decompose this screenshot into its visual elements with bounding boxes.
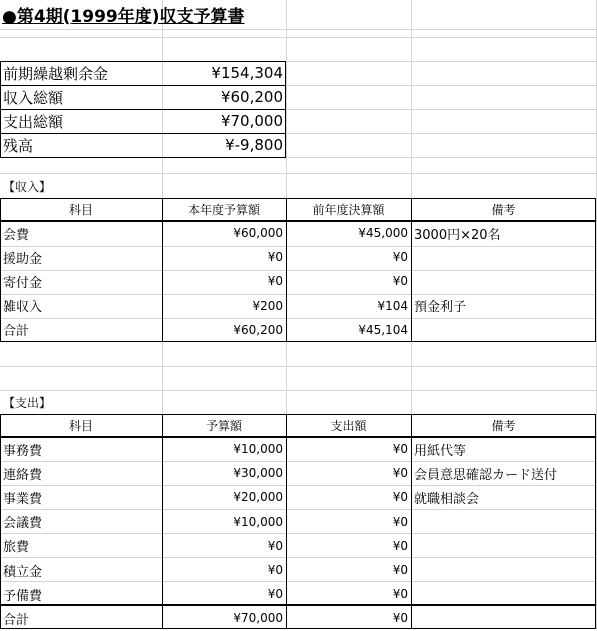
summary-label: 残高 — [3, 136, 34, 155]
expense-header: 支出額 — [330, 418, 367, 433]
expense-spent: ¥0 — [392, 538, 408, 553]
expense-budget: ¥0 — [267, 538, 283, 553]
expense-note: 用紙代等 — [414, 443, 467, 459]
summary-value: ¥-9,800 — [225, 136, 283, 154]
expense-note — [411, 510, 596, 534]
expense-item: 事務費 — [3, 443, 43, 459]
income-budget: ¥0 — [267, 250, 283, 265]
income-budget: ¥200 — [252, 298, 283, 313]
expense-note — [411, 534, 596, 558]
expense-note: 会員意思確認カード送付 — [414, 467, 558, 483]
income-note — [411, 245, 596, 269]
gridline — [0, 29, 597, 30]
income-prev: ¥0 — [392, 274, 408, 289]
summary-value: ¥154,304 — [211, 64, 283, 82]
expense-budget: ¥10,000 — [233, 442, 283, 457]
expense-budget: ¥70,000 — [233, 611, 283, 626]
expense-spent: ¥0 — [392, 514, 408, 529]
expense-budget: ¥20,000 — [233, 490, 283, 505]
expense-spent: ¥0 — [392, 611, 408, 626]
income-prev: ¥0 — [392, 250, 408, 265]
income-item: 寄付金 — [3, 275, 43, 291]
gridline — [0, 173, 597, 174]
summary-label: 前期繰越剰余金 — [3, 64, 109, 83]
expense-item: 合計 — [3, 612, 30, 628]
expense-section-label: 【支出】 — [3, 395, 52, 410]
expense-note — [411, 606, 596, 630]
income-note: 預金利子 — [414, 300, 467, 316]
expense-header: 備考 — [491, 418, 516, 433]
income-item: 雑収入 — [3, 300, 43, 316]
expense-item: 事業費 — [3, 491, 43, 507]
expense-spent: ¥0 — [392, 563, 408, 578]
page-title: ●第4期(1999年度)収支予算書 — [2, 6, 245, 27]
expense-header: 予算額 — [205, 418, 242, 433]
expense-note: 就職相談会 — [414, 491, 480, 507]
income-prev: ¥45,000 — [358, 226, 408, 241]
income-note — [411, 269, 596, 293]
expense-note — [411, 582, 596, 606]
gridline — [0, 37, 597, 38]
expense-spent: ¥0 — [392, 490, 408, 505]
expense-spent: ¥0 — [392, 442, 408, 457]
expense-budget: ¥30,000 — [233, 466, 283, 481]
expense-budget: ¥0 — [267, 587, 283, 602]
income-header: 本年度予算額 — [187, 202, 260, 217]
expense-item: 連絡費 — [3, 467, 43, 483]
gridline — [0, 366, 597, 367]
income-item: 合計 — [3, 324, 30, 340]
expense-item: 積立金 — [3, 564, 43, 580]
summary-label: 支出総額 — [3, 112, 64, 131]
summary-value: ¥70,000 — [220, 112, 283, 130]
income-item: 会費 — [3, 227, 30, 243]
income-note: 3000円×20名 — [414, 227, 501, 243]
expense-budget: ¥0 — [267, 563, 283, 578]
expense-item: 予備費 — [3, 588, 43, 604]
income-item: 援助金 — [3, 251, 43, 267]
income-header: 備考 — [491, 202, 516, 217]
income-section-label: 【収入】 — [3, 179, 52, 194]
income-header: 科目 — [68, 202, 93, 217]
summary-label: 収入総額 — [3, 88, 64, 107]
income-budget: ¥60,200 — [233, 322, 283, 337]
expense-item: 旅費 — [3, 540, 30, 556]
expense-spent: ¥0 — [392, 466, 408, 481]
income-budget: ¥60,000 — [233, 226, 283, 241]
expense-note — [411, 558, 596, 582]
expense-item: 会議費 — [3, 516, 43, 532]
income-header: 前年度決算額 — [312, 202, 385, 217]
summary-value: ¥60,200 — [220, 88, 283, 106]
expense-spent: ¥0 — [392, 587, 408, 602]
income-note — [411, 318, 596, 342]
expense-header: 科目 — [68, 418, 93, 433]
expense-budget: ¥10,000 — [233, 514, 283, 529]
income-prev: ¥104 — [377, 298, 408, 313]
income-budget: ¥0 — [267, 274, 283, 289]
income-prev: ¥45,104 — [358, 322, 408, 337]
